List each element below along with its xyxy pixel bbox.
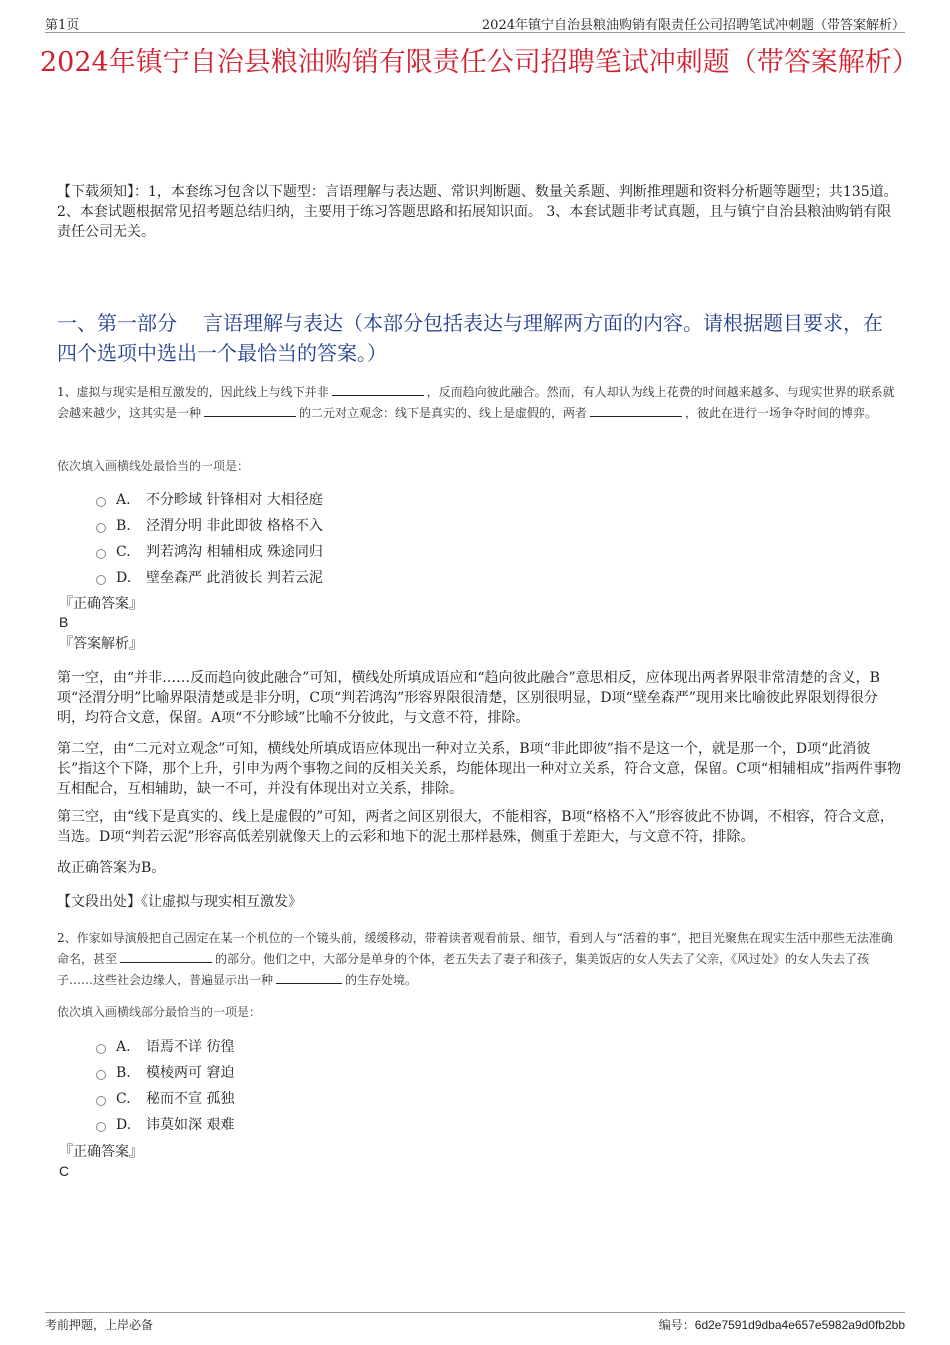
download-notice: 【下载须知】：1，本套练习包含以下题型：言语理解与表达题、常识判断题、数量关系题、判断推理题和资料分析题等题型；共135道。 2、本套试题根据常见招考题总结归纳，主要用于练习答题思路和拓展知识面。 3、本套试题非考试真题，且与镇宁自治县粮油购销有限责任公司无关。 bbox=[57, 184, 898, 240]
q1-analysis-para-3: 第三空，由“线下是真实的、线上是虚假的”可知，两者之间区别很大，不能相容，B项“格格不入”形容彼此不协调，不相容，符合文意，当选。D项“判若云泥”形容高低差别就像天上的云彩和地下的泥土那样悬殊，侧重于差距大，与文意不符，排除。 bbox=[57, 809, 894, 845]
q2-text-1: 2、作家如导演般把自己固定在某一个机位的一个镜头前，缓缓移动，带着读者观看前景、细节，看到人与“活着的事”，把目光聚焦在现实生活中那些无法准确命名，甚至 bbox=[57, 931, 893, 966]
option-text: 秘而不宣 孤独 bbox=[146, 1091, 235, 1107]
option-letter: B. bbox=[116, 1065, 131, 1081]
option-letter: C. bbox=[116, 544, 131, 560]
q1-analysis-conclusion: 故正确答案为B。 bbox=[57, 860, 166, 876]
page-footer bbox=[45, 1312, 905, 1332]
fill-blank bbox=[276, 970, 342, 984]
q2-option-d[interactable] bbox=[96, 1114, 234, 1136]
radio-icon[interactable] bbox=[96, 1070, 106, 1080]
option-text: 模棱两可 窘迫 bbox=[146, 1065, 235, 1081]
question-2-prompt: 依次填入画横线部分最恰当的一项是： bbox=[57, 1005, 262, 1019]
radio-icon[interactable] bbox=[96, 1122, 106, 1132]
option-text: 讳莫如深 艰难 bbox=[146, 1117, 235, 1133]
footer-serial: 编号：6d2e7591d9dba4e657e5982a9d0fb2bb bbox=[658, 1318, 905, 1332]
option-text: 语焉不详 彷徨 bbox=[146, 1039, 235, 1055]
section-heading-desc: 言语理解与表达（本部分包括表达与理解两方面的内容。请根据题目要求，在四个选项中选出一个最恰当的答案。） bbox=[57, 311, 883, 365]
q1-text-2: ，反而趋向彼此融合。然而，有人却认为线上花费的时间越来越多、与现实世界的联系就会越来越少，这其实是一种 bbox=[57, 385, 895, 420]
question-1-prompt: 依次填入画横线处最恰当的一项是： bbox=[57, 459, 250, 473]
option-text: 不分畛域 针锋相对 大相径庭 bbox=[146, 492, 323, 508]
option-text: 泾渭分明 非此即彼 格格不入 bbox=[146, 518, 323, 534]
radio-icon[interactable] bbox=[96, 1044, 106, 1054]
q1-text-1: 1、虚拟与现实是相互激发的，因此线上与线下并非 bbox=[57, 385, 329, 399]
q1-answer: B bbox=[59, 614, 69, 630]
option-text: 壁垒森严 此消彼长 判若云泥 bbox=[146, 570, 323, 586]
section-heading bbox=[57, 308, 902, 368]
q1-analysis-para-1: 第一空，由“并非……反而趋向彼此融合”可知，横线处所填成语应和“趋向彼此融合”意思相反，应体现出两者界限非常清楚的含义，B项“泾渭分明”比喻界限清楚或是非分明，C项“判若鸿沟”形容界限很清楚，区别很明显，D项“壁垒森严”现用来比喻彼此界限划得很分明，均符合文意，保留。A项“不分畛域”比喻不分彼此，与文意不符，排除。 bbox=[57, 670, 880, 726]
section-heading-part: 一、第一部分 bbox=[57, 311, 177, 335]
option-letter: C. bbox=[116, 1091, 131, 1107]
q1-text-3: 的二元对立观念：线下是真实的、线上是虚假的，两者 bbox=[299, 406, 588, 420]
fill-blank bbox=[590, 403, 682, 417]
radio-icon[interactable] bbox=[96, 497, 106, 507]
radio-icon[interactable] bbox=[96, 549, 106, 559]
fill-blank bbox=[120, 949, 212, 963]
footer-slogan: 考前押题，上岸必备 bbox=[45, 1318, 154, 1332]
radio-icon[interactable] bbox=[96, 575, 106, 585]
q2-text-2: 的部分。他们之中，大部分是单身的个体，老五失去了妻子和孩子，集美饭店的女人失去了父亲，《风过处》的女人失去了孩子……这些社会边缘人，普遍显示出一种 bbox=[57, 952, 870, 987]
q1-option-c[interactable] bbox=[96, 541, 323, 563]
radio-icon[interactable] bbox=[96, 1096, 106, 1106]
q1-answer-label: 『正确答案』 bbox=[59, 596, 143, 612]
q1-text-4: ，彼此在进行一场争夺时间的博弈。 bbox=[685, 406, 878, 420]
fill-blank bbox=[204, 403, 296, 417]
q1-source: 【文段出处】《让虚拟与现实相互激发》 bbox=[57, 894, 302, 910]
q2-option-a[interactable] bbox=[96, 1036, 234, 1058]
document-title: 2024年镇宁自治县粮油购销有限责任公司招聘笔试冲刺题（带答案解析） bbox=[40, 47, 919, 78]
header-doc-title: 2024年镇宁自治县粮油购销有限责任公司招聘笔试冲刺题（带答案解析） bbox=[481, 18, 905, 33]
q1-analysis-label: 『答案解析』 bbox=[59, 636, 143, 652]
q2-option-b[interactable] bbox=[96, 1062, 234, 1084]
option-letter: B. bbox=[116, 518, 131, 534]
fill-blank bbox=[332, 382, 424, 396]
question-2-stem bbox=[57, 928, 902, 991]
q2-answer-label: 『正确答案』 bbox=[59, 1144, 143, 1160]
q1-option-b[interactable] bbox=[96, 515, 323, 537]
option-letter: A. bbox=[116, 1039, 131, 1055]
radio-icon[interactable] bbox=[96, 523, 106, 533]
q2-answer: C bbox=[59, 1163, 70, 1179]
question-1-stem bbox=[57, 382, 902, 424]
q1-option-a[interactable] bbox=[96, 489, 323, 511]
option-letter: D. bbox=[116, 1117, 132, 1133]
option-letter: A. bbox=[116, 492, 131, 508]
page-number: 第1页 bbox=[45, 18, 80, 33]
q2-text-3: 的生存处境。 bbox=[345, 973, 418, 987]
q2-option-c[interactable] bbox=[96, 1088, 234, 1110]
q1-analysis-para-2: 第二空，由“二元对立观念”可知，横线处所填成语应体现出一种对立关系，B项“非此即彼”指不是这一个，就是那一个，D项“此消彼长”指这个下降，那个上升，引申为两个事物之间的反相关关系，均能体现出一种对立关系，符合文意，保留。C项“相辅相成”指两件事物互相配合，互相辅助，缺一不可，并没有体现出对立关系，排除。 bbox=[57, 741, 902, 797]
option-letter: D. bbox=[116, 570, 132, 586]
q1-option-d[interactable] bbox=[96, 567, 323, 589]
option-text: 判若鸿沟 相辅相成 殊途同归 bbox=[146, 544, 323, 560]
page-header bbox=[45, 12, 905, 33]
